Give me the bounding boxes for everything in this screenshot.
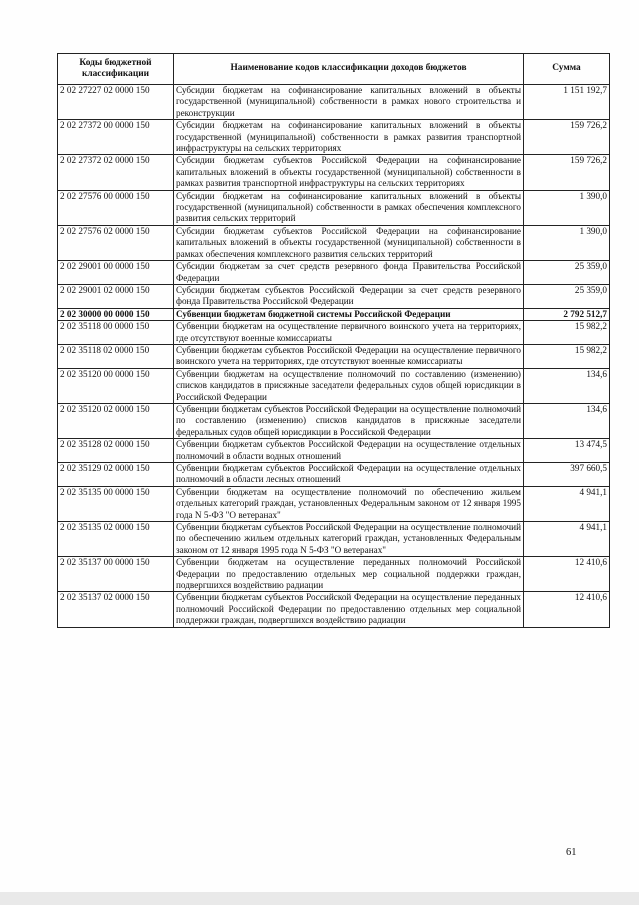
- table-row: [58, 120, 610, 155]
- name-cell: Субвенции бюджетам на осуществление полномочий по составлению (изменению) списков кандидатов в присяжные заседатели федеральных судов общей юрисдикции в Российской Федерации: [174, 368, 524, 403]
- table-row: [58, 439, 610, 463]
- sum-cell: 159 726,2: [524, 155, 610, 190]
- name-cell: Субвенции бюджетам субъектов Российской Федерации на осуществление отдельных полномочий в области лесных отношений: [174, 463, 524, 487]
- sum-cell: 1 390,0: [524, 225, 610, 260]
- code-cell: 2 02 35129 02 0000 150: [58, 463, 174, 487]
- table-row: [58, 321, 610, 345]
- code-cell: 2 02 29001 00 0000 150: [58, 261, 174, 285]
- table-row: [58, 368, 610, 403]
- header-sum: Сумма: [524, 54, 610, 85]
- name-cell: Субвенции бюджетам на осуществление переданных полномочий Российской Федерации по предоставлению отдельных мер социальной поддержки граждан, подвергшихся воздействию радиации: [174, 557, 524, 592]
- code-cell: 2 02 27372 00 0000 150: [58, 120, 174, 155]
- sum-cell: 25 359,0: [524, 284, 610, 308]
- name-cell: Субсидии бюджетам на софинансирование капитальных вложений в объекты государственной (муниципальной) собственности в рамках обеспечения комплексного развития сельских территорий: [174, 190, 524, 225]
- name-cell: Субвенции бюджетам на осуществление полномочий по обеспечению жильем отдельных категорий граждан, установленных Федеральным законом от 12 января 1995 года N 5-ФЗ "О ветеранах": [174, 486, 524, 521]
- code-cell: 2 02 35118 00 0000 150: [58, 321, 174, 345]
- name-cell: Субсидии бюджетам субъектов Российской Федерации за счет средств резервного фонда Правительства Российской Федерации: [174, 284, 524, 308]
- table-row: [58, 403, 610, 438]
- name-cell: Субвенции бюджетам субъектов Российской Федерации на осуществление отдельных полномочий в области водных отношений: [174, 439, 524, 463]
- sum-cell: 12 410,6: [524, 592, 610, 627]
- header-name: Наименование кодов классификации доходов бюджетов: [174, 54, 524, 85]
- sum-cell: 1 390,0: [524, 190, 610, 225]
- budget-classification-table: [57, 53, 610, 628]
- name-cell: Субсидии бюджетам субъектов Российской Федерации на софинансирование капитальных вложений в объекты государственной (муниципальной) собственности в рамках обеспечения комплексного развития сельских территорий: [174, 225, 524, 260]
- sum-cell: 15 982,2: [524, 321, 610, 345]
- name-cell: Субвенции бюджетам на осуществление первичного воинского учета на территориях, где отсутствуют военные комиссариаты: [174, 321, 524, 345]
- name-cell: Субсидии бюджетам субъектов Российской Федерации на софинансирование капитальных вложений в объекты государственной (муниципальной) собственности в рамках развития транспортной инфраструктуры на сельских территориях: [174, 155, 524, 190]
- code-cell: 2 02 27576 02 0000 150: [58, 225, 174, 260]
- page-number: 61: [566, 847, 577, 858]
- code-cell: 2 02 35120 00 0000 150: [58, 368, 174, 403]
- name-cell: Субвенции бюджетам бюджетной системы Российской Федерации: [174, 308, 524, 320]
- sum-cell: 15 982,2: [524, 344, 610, 368]
- name-cell: Субвенции бюджетам субъектов Российской Федерации на осуществление переданных полномочий Российской Федерации по предоставлению отдельных мер социальной поддержки граждан, подвергшихся воздействию радиации: [174, 592, 524, 627]
- table-row: [58, 344, 610, 368]
- table-row: [58, 155, 610, 190]
- table-row: [58, 225, 610, 260]
- sum-cell: 159 726,2: [524, 120, 610, 155]
- code-cell: 2 02 27372 02 0000 150: [58, 155, 174, 190]
- name-cell: Субсидии бюджетам на софинансирование капитальных вложений в объекты государственной (муниципальной) собственности в рамках развития транспортной инфраструктуры на сельских территориях: [174, 120, 524, 155]
- sum-cell: 4 941,1: [524, 486, 610, 521]
- header-code: Коды бюджетной классификации: [58, 54, 174, 85]
- table-row: [58, 284, 610, 308]
- sum-cell: 12 410,6: [524, 557, 610, 592]
- name-cell: Субвенции бюджетам субъектов Российской Федерации на осуществление полномочий по составлению (изменению) списков кандидатов в присяжные заседатели федеральных судов общей юрисдикции в Российской Федерации: [174, 403, 524, 438]
- code-cell: 2 02 35135 00 0000 150: [58, 486, 174, 521]
- table-row: [58, 463, 610, 487]
- code-cell: 2 02 35137 00 0000 150: [58, 557, 174, 592]
- sum-cell: 1 151 192,7: [524, 85, 610, 120]
- code-cell: 2 02 27576 00 0000 150: [58, 190, 174, 225]
- sum-cell: 4 941,1: [524, 522, 610, 557]
- sum-cell: 134,6: [524, 368, 610, 403]
- code-cell: 2 02 30000 00 0000 150: [58, 308, 174, 320]
- code-cell: 2 02 35118 02 0000 150: [58, 344, 174, 368]
- code-cell: 2 02 35120 02 0000 150: [58, 403, 174, 438]
- table-row: [58, 308, 610, 320]
- name-cell: Субвенции бюджетам субъектов Российской Федерации на осуществление первичного воинского учета на территориях, где отсутствуют военные комиссариаты: [174, 344, 524, 368]
- sum-cell: 13 474,5: [524, 439, 610, 463]
- scan-edge-shade: [0, 892, 639, 905]
- table-row: [58, 190, 610, 225]
- code-cell: 2 02 35135 02 0000 150: [58, 522, 174, 557]
- code-cell: 2 02 35128 02 0000 150: [58, 439, 174, 463]
- table-body: [58, 85, 610, 628]
- sum-cell: 397 660,5: [524, 463, 610, 487]
- sum-cell: 2 792 512,7: [524, 308, 610, 320]
- code-cell: 2 02 27227 02 0000 150: [58, 85, 174, 120]
- sum-cell: 134,6: [524, 403, 610, 438]
- sum-cell: 25 359,0: [524, 261, 610, 285]
- table-row: [58, 557, 610, 592]
- code-cell: 2 02 29001 02 0000 150: [58, 284, 174, 308]
- name-cell: Субвенции бюджетам субъектов Российской Федерации на осуществление полномочий по обеспечению жильем отдельных категорий граждан, установленных Федеральным законом от 12 января 1995 года N 5-ФЗ "О ветеранах": [174, 522, 524, 557]
- code-cell: 2 02 35137 02 0000 150: [58, 592, 174, 627]
- table-row: [58, 261, 610, 285]
- table-header-row: [58, 54, 610, 85]
- name-cell: Субсидии бюджетам за счет средств резервного фонда Правительства Российской Федерации: [174, 261, 524, 285]
- table-row: [58, 592, 610, 627]
- table-row: [58, 522, 610, 557]
- table-row: [58, 85, 610, 120]
- table-row: [58, 486, 610, 521]
- name-cell: Субсидии бюджетам на софинансирование капитальных вложений в объекты государственной (муниципальной) собственности в рамках нового строительства и реконструкции: [174, 85, 524, 120]
